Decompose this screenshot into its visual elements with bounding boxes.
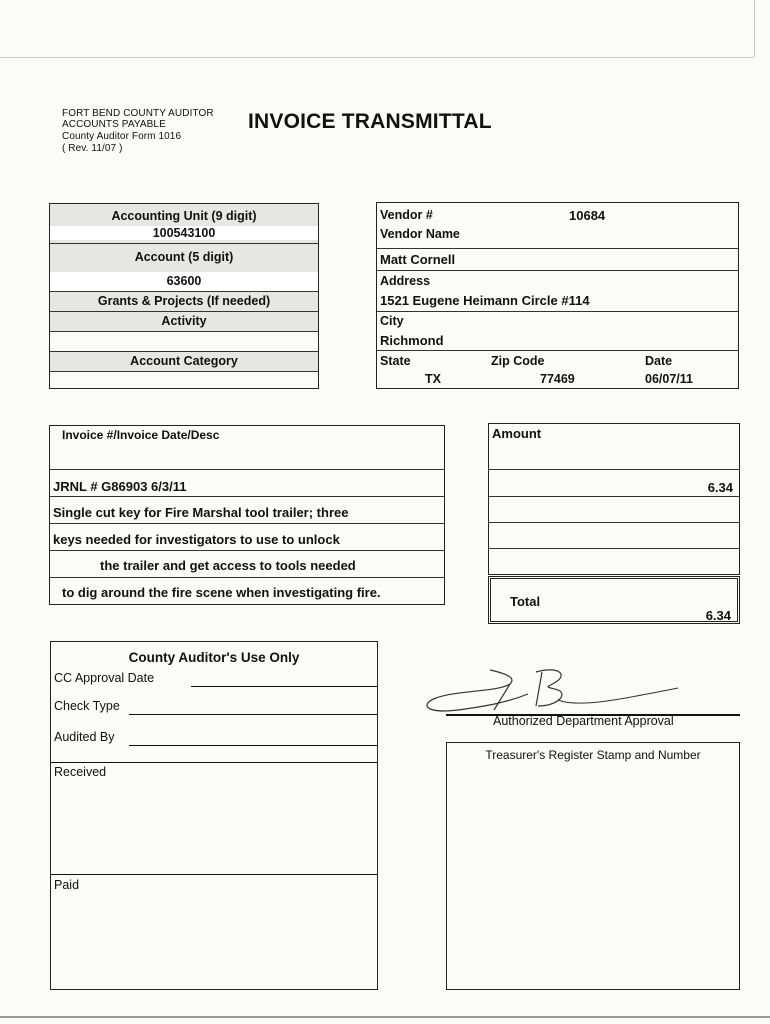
category-cell[interactable] — [50, 352, 318, 372]
cc-approval-line[interactable] — [191, 686, 377, 687]
audited-by-line[interactable] — [129, 745, 377, 746]
vendor-address-value: 1521 Eugene Heimann Circle #114 — [380, 293, 590, 308]
account-cell[interactable] — [50, 244, 318, 292]
auditor-title: County Auditor's Use Only — [128, 650, 300, 665]
amount-header-cell — [489, 424, 739, 470]
accounting-unit-cell[interactable] — [50, 204, 318, 244]
vendor-number-cell[interactable] — [377, 203, 738, 249]
header-dept-line: ACCOUNTS PAYABLE — [62, 119, 166, 130]
grants-cell[interactable] — [50, 292, 318, 312]
header-form-line: County Auditor Form 1016 — [62, 131, 182, 142]
activity-label: Activity — [161, 314, 207, 328]
vendor-zip-value: 77469 — [540, 372, 575, 386]
vendor-address-label: Address — [380, 274, 431, 288]
amount-box — [488, 423, 740, 575]
category-value-cell[interactable] — [50, 372, 318, 388]
auditor-divider — [51, 762, 377, 763]
invoice-line-4[interactable] — [50, 551, 444, 578]
vendor-zip-label: Zip Code — [491, 354, 545, 368]
invoice-line-text: keys needed for investigators to use to unlock — [53, 532, 340, 547]
paid-label: Paid — [54, 878, 80, 892]
signature-image — [418, 660, 688, 720]
invoice-line-5[interactable] — [50, 578, 444, 604]
received-label: Received — [54, 765, 107, 779]
amount-line-1[interactable] — [489, 470, 739, 497]
total-value: 6.34 — [705, 608, 731, 623]
amount-value: 6.34 — [707, 480, 733, 495]
vendor-city-value: Richmond — [380, 333, 444, 348]
audited-by-label: Audited By — [54, 730, 115, 744]
vendor-name-label: Vendor Name — [380, 227, 460, 241]
account-label: Account (5 digit) — [134, 250, 234, 264]
amount-label: Amount — [492, 426, 542, 441]
check-type-line[interactable] — [129, 714, 377, 715]
cc-approval-label: CC Approval Date — [54, 671, 155, 685]
accounting-unit-value: 100543100 — [50, 226, 318, 240]
invoice-line-3[interactable] — [50, 524, 444, 551]
vendor-city-label: City — [380, 314, 404, 328]
total-box[interactable] — [488, 576, 740, 624]
account-box — [49, 203, 319, 389]
page-title: INVOICE TRANSMITTAL — [248, 110, 492, 133]
header-rev-line: ( Rev. 11/07 ) — [62, 143, 123, 154]
invoice-desc-header-cell — [50, 426, 444, 470]
invoice-line-2[interactable] — [50, 497, 444, 524]
invoice-line-text: the trailer and get access to tools needed — [100, 558, 356, 573]
invoice-line-text: Single cut key for Fire Marshal tool trailer; three — [53, 505, 349, 520]
total-label: Total — [510, 594, 541, 609]
amount-line-3[interactable] — [489, 523, 739, 549]
account-value: 63600 — [50, 272, 318, 291]
vendor-address-cell[interactable] — [377, 271, 738, 312]
vendor-box — [376, 202, 739, 389]
auditor-box — [50, 641, 378, 990]
page-right-edge — [754, 0, 755, 57]
vendor-date-value: 06/07/11 — [645, 372, 693, 386]
amount-line-4[interactable] — [489, 549, 739, 574]
vendor-date-label: Date — [645, 354, 673, 368]
vendor-name-value: Matt Cornell — [380, 252, 456, 267]
treasurer-label: Treasurer's Register Stamp and Number — [485, 748, 701, 762]
accounting-unit-label: Accounting Unit (9 digit) — [111, 209, 257, 223]
category-label: Account Category — [130, 354, 238, 368]
vendor-name-cell[interactable] — [377, 249, 738, 271]
treasurer-box[interactable] — [446, 742, 740, 990]
invoice-line-text: to dig around the fire scene when investigating fire. — [62, 585, 381, 600]
grants-label: Grants & Projects (If needed) — [97, 294, 271, 308]
vendor-state-value: TX — [425, 372, 441, 386]
amount-line-2[interactable] — [489, 497, 739, 523]
check-type-label: Check Type — [54, 699, 120, 713]
invoice-line-text: JRNL # G86903 6/3/11 — [53, 479, 187, 494]
vendor-state-label: State — [380, 354, 411, 368]
activity-value-cell[interactable] — [50, 332, 318, 352]
page-bottom-edge — [0, 1016, 770, 1018]
invoice-desc-box — [49, 425, 445, 605]
invoice-desc-label: Invoice #/Invoice Date/Desc — [62, 428, 220, 442]
activity-cell[interactable] — [50, 312, 318, 332]
vendor-number-label: Vendor # — [380, 208, 433, 222]
header-org-line: FORT BEND COUNTY AUDITOR — [62, 108, 214, 119]
invoice-line-1[interactable] — [50, 470, 444, 497]
vendor-state-zip-date-cell[interactable] — [377, 351, 738, 388]
received-divider — [51, 874, 377, 875]
approval-label: Authorized Department Approval — [493, 714, 674, 728]
page-top-edge — [0, 57, 754, 58]
vendor-city-cell[interactable] — [377, 312, 738, 351]
vendor-number-value: 10684 — [569, 208, 606, 223]
